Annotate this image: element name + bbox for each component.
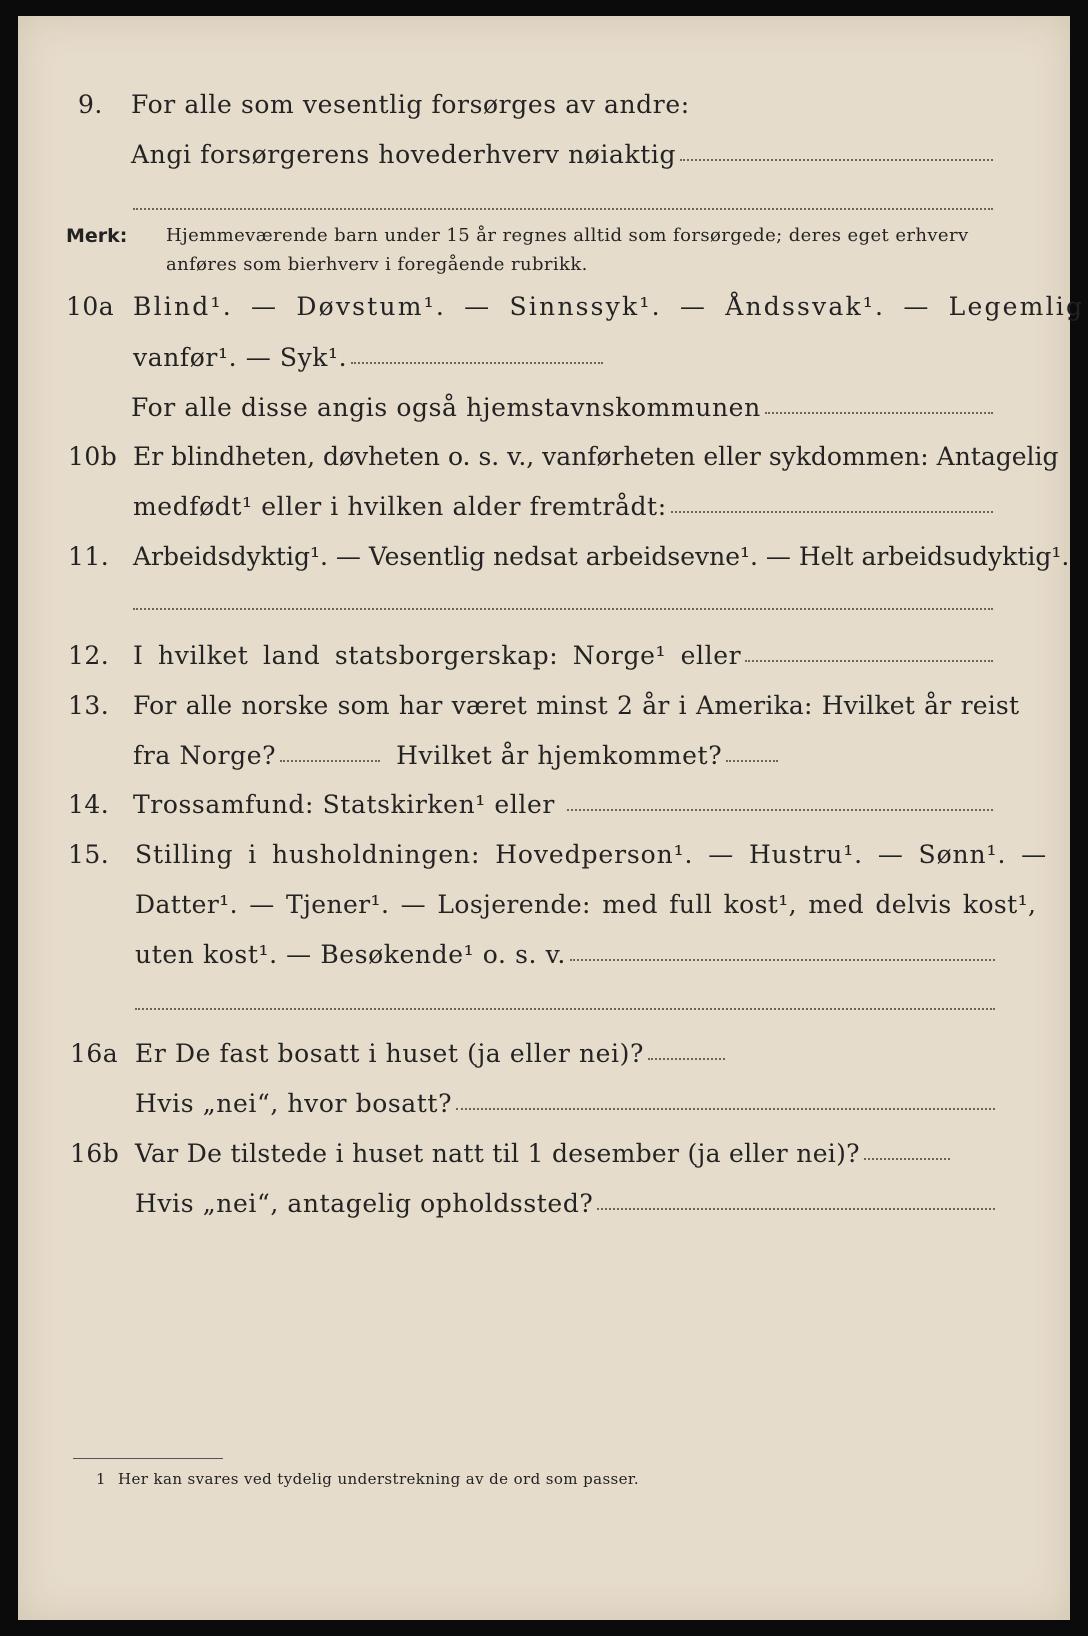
item-number-10b: 10b — [68, 442, 118, 471]
item-15-line-3: uten kost¹. — Besøkende¹ o. s. v. — [135, 940, 995, 969]
answer-line-9-extra[interactable] — [133, 208, 993, 210]
item-number-9: 9. — [78, 90, 103, 119]
item-14-line-1: Trossamfund: Statskirken¹ eller — [133, 790, 993, 819]
answer-field-16b-opholdssted[interactable] — [597, 1207, 995, 1210]
item-16b-line-2: Hvis „nei“, antagelig opholdssted? — [135, 1189, 995, 1218]
answer-field-10a[interactable] — [351, 361, 603, 364]
answer-field-10b[interactable] — [671, 510, 993, 513]
item-9-line-2: Angi forsørgerens hovederhverv nøiaktig — [131, 140, 993, 169]
answer-field-14[interactable] — [567, 808, 993, 811]
item-number-16b: 16b — [70, 1139, 120, 1168]
item-16b-line-1: Var De tilstede i huset natt til 1 desember (ja eller nei)? — [135, 1139, 950, 1168]
item-10b-line-2: medfødt¹ eller i hvilken alder fremtrådt: — [133, 492, 993, 521]
item-10a-line-3: For alle disse angis også hjemstavnskommunen — [131, 393, 993, 422]
footnote-text: Her kan svares ved tydelig understrekning av de ord som passer. — [118, 1470, 640, 1488]
answer-field-12[interactable] — [745, 659, 993, 662]
merk-label: Merk: — [66, 225, 128, 247]
answer-field-10a-hjemstavn[interactable] — [765, 411, 993, 414]
item-number-15: 15. — [68, 840, 110, 869]
footnote-rule — [73, 1458, 223, 1459]
census-form-sheet — [18, 16, 1085, 1620]
item-10b-line-1: Er blindheten, døvheten o. s. v., vanførheten eller sykdommen: Antagelig — [133, 442, 1059, 471]
item-15-line-1: Stilling i husholdningen: Hovedperson¹. — Hustru¹. — Sønn¹. — — [135, 840, 1048, 869]
merk-text-2: anføres som bierhverv i foregående rubrikk. — [166, 254, 588, 275]
merk-text-1: Hjemmeværende barn under 15 år regnes alltid som forsørgede; deres eget erhverv — [166, 225, 969, 246]
item-13-line-2: fra Norge? Hvilket år hjemkommet? — [133, 741, 778, 770]
answer-field-13-reist[interactable] — [280, 759, 380, 762]
answer-field-16b[interactable] — [864, 1157, 950, 1160]
item-15-line-2: Datter¹. — Tjener¹. — Losjerende: med full kost¹, med delvis kost¹, — [135, 890, 1037, 919]
answer-field-13-hjemkommet[interactable] — [726, 759, 778, 762]
answer-field-16a-bosatt[interactable] — [456, 1107, 995, 1110]
item-16a-line-1: Er De fast bosatt i huset (ja eller nei)? — [135, 1039, 725, 1068]
item-9-line-1: For alle som vesentlig forsørges av andre: — [131, 90, 690, 119]
item-11-line-1: Arbeidsdyktig¹. — Vesentlig nedsat arbeidsevne¹. — Helt arbeidsudyktig¹. — [133, 542, 1070, 571]
item-number-14: 14. — [68, 790, 110, 819]
item-number-16a: 16a — [70, 1039, 119, 1068]
item-12-line-1: I hvilket land statsborgerskap: Norge¹ eller — [133, 641, 993, 670]
item-number-10a: 10a — [66, 292, 115, 321]
item-number-12: 12. — [68, 641, 110, 670]
answer-field-16a[interactable] — [648, 1057, 725, 1060]
item-13-line-1: For alle norske som har været minst 2 år i Amerika: Hvilket år reist — [133, 691, 1020, 720]
footnote-mark: 1 — [96, 1470, 106, 1488]
item-number-11: 11. — [68, 542, 110, 571]
item-10a-line-2: vanfør¹. — Syk¹. — [133, 343, 603, 372]
answer-field-15[interactable] — [570, 958, 995, 961]
item-number-13: 13. — [68, 691, 110, 720]
answer-line-15-extra[interactable] — [135, 1008, 995, 1010]
item-10a-line-1: Blind¹. — Døvstum¹. — Sinnssyk¹. — Åndssvak¹. — Legemlig — [133, 292, 1085, 321]
answer-line-11[interactable] — [133, 608, 993, 610]
item-16a-line-2: Hvis „nei“, hvor bosatt? — [135, 1089, 995, 1118]
answer-field-9[interactable] — [680, 158, 993, 161]
